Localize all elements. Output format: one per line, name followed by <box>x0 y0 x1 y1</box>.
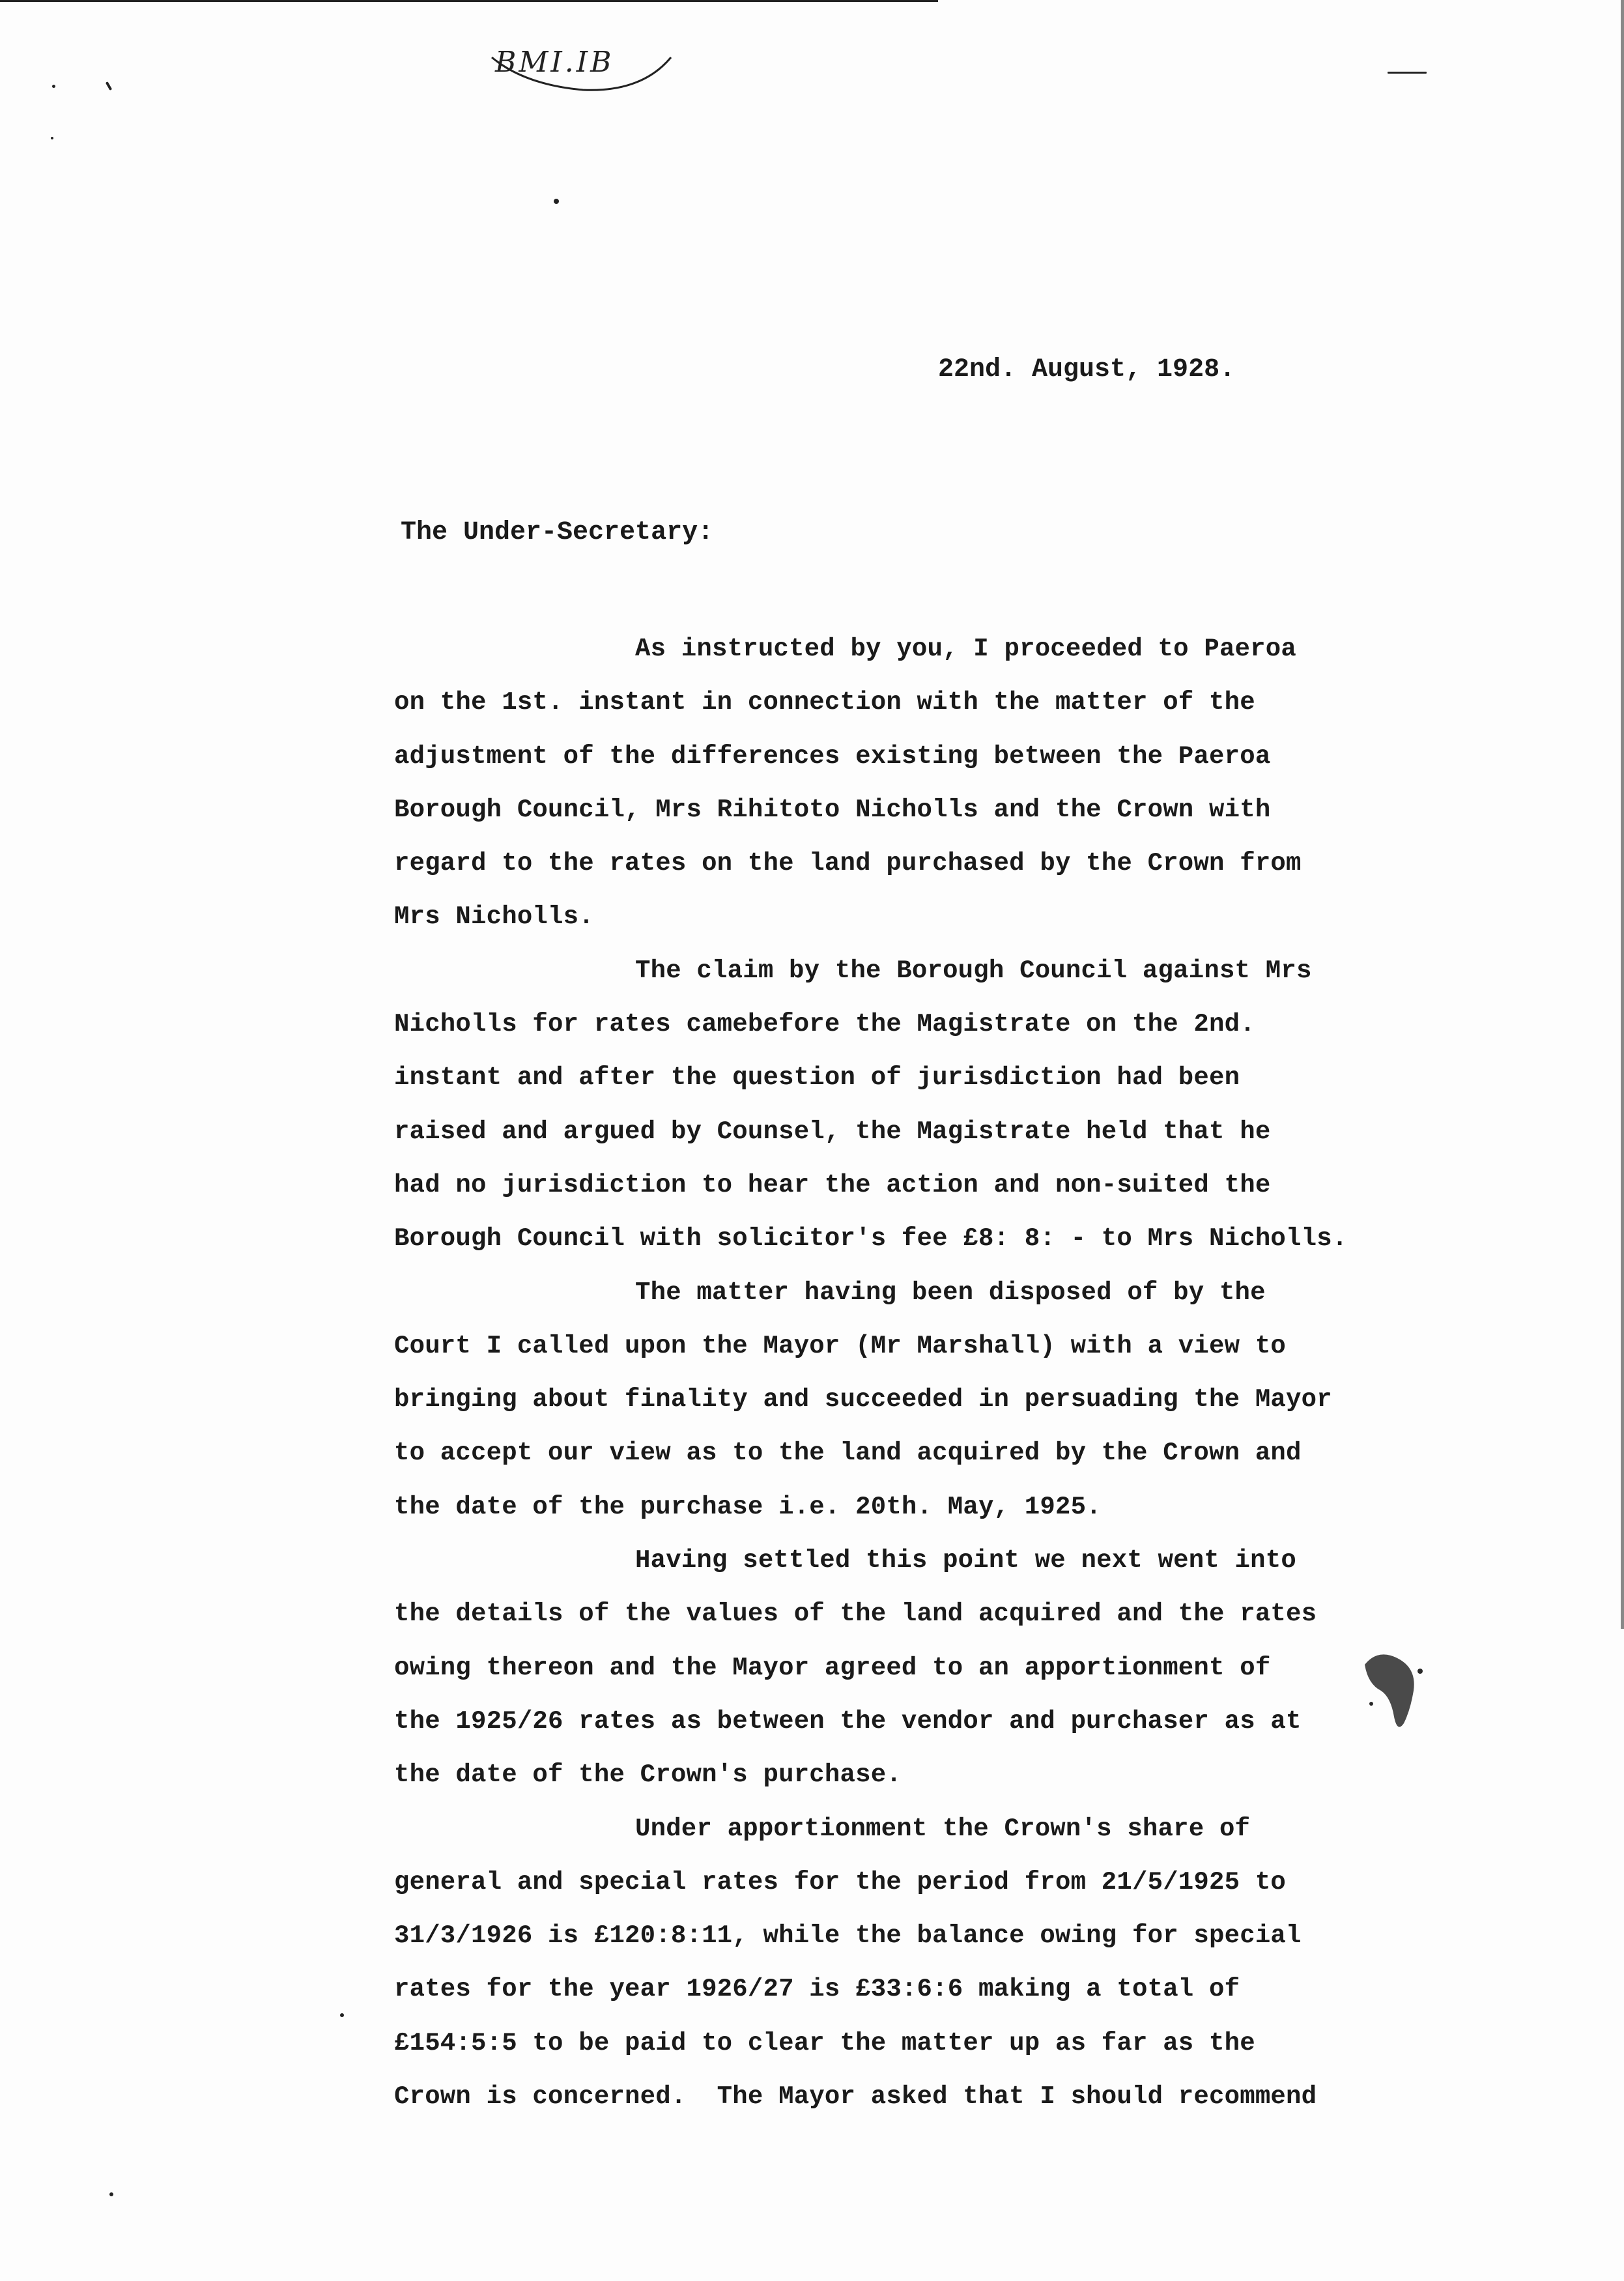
body-line: to accept our view as to the land acquired by the Crown and <box>394 1439 1302 1468</box>
body-line: regard to the rates on the land purchased by the Crown from <box>394 849 1302 878</box>
body-line: instant and after the question of jurisdiction had been <box>394 1063 1240 1093</box>
scan-speck <box>106 81 112 91</box>
body-line: rates for the year 1926/27 is £33:6:6 making a total of <box>394 1975 1240 2004</box>
scan-speck <box>52 85 55 88</box>
body-line: bringing about finality and succeeded in persuading the Mayor <box>394 1385 1332 1414</box>
body-line: the details of the values of the land acquired and the rates <box>394 1600 1317 1629</box>
body-line: Mrs Nicholls. <box>394 902 594 932</box>
body-line: general and special rates for the period from 21/5/1925 to <box>394 1867 1287 1897</box>
body-line: had no jurisdiction to hear the action and non-suited the <box>394 1170 1271 1199</box>
reference-underline <box>485 39 681 104</box>
salutation: The Under-Secretary: <box>401 518 714 547</box>
body-line: Under apportionment the Crown's share of <box>635 1814 1251 1843</box>
body-line: the 1925/26 rates as between the vendor and purchaser as at <box>394 1706 1302 1736</box>
reference-mark: BMI.IB <box>495 46 614 79</box>
body-line: Having settled this point we next went into <box>635 1546 1296 1575</box>
body-line: on the 1st. instant in connection with the matter of the <box>394 688 1255 717</box>
body-line: adjustment of the differences existing between the Paeroa <box>394 741 1271 771</box>
body-line: Borough Council with solicitor's fee £8: 8: - to Mrs Nicholls. <box>394 1224 1348 1254</box>
body-line: the date of the purchase i.e. 20th. May, 1925. <box>394 1492 1102 1521</box>
letter-body <box>394 622 1410 2123</box>
body-line: As instructed by you, I proceeded to Paeroa <box>635 635 1296 663</box>
top-edge-line <box>0 0 938 2</box>
body-line: 31/3/1926 is £120:8:11, while the balance owing for special <box>394 1921 1302 1951</box>
scan-speck <box>554 199 559 204</box>
body-line: The claim by the Borough Council against Mrs <box>635 956 1312 985</box>
scan-speck <box>51 137 53 139</box>
body-line: owing thereon and the Mayor agreed to an apportionment of <box>394 1653 1271 1682</box>
body-line: The matter having been disposed of by the <box>635 1278 1266 1307</box>
scan-speck <box>340 2013 344 2017</box>
scan-speck <box>109 2192 113 2196</box>
body-line: Court I called upon the Mayor (Mr Marshall) with a view to <box>394 1331 1287 1360</box>
body-line: Nicholls for rates camebefore the Magistrate on the 2nd. <box>394 1010 1255 1039</box>
scan-speck <box>1388 72 1427 74</box>
scan-speck <box>1621 0 1624 1629</box>
body-line: Crown is concerned. The Mayor asked that I should recommend <box>394 2082 1317 2112</box>
body-line: £154:5:5 to be paid to clear the matter up as far as the <box>394 2028 1255 2058</box>
letter-date: 22nd. August, 1928. <box>938 355 1236 384</box>
body-line: Borough Council, Mrs Rihitoto Nicholls and the Crown with <box>394 795 1271 824</box>
body-line: the date of the Crown's purchase. <box>394 1760 902 1790</box>
body-line: raised and argued by Counsel, the Magistrate held that he <box>394 1117 1271 1146</box>
